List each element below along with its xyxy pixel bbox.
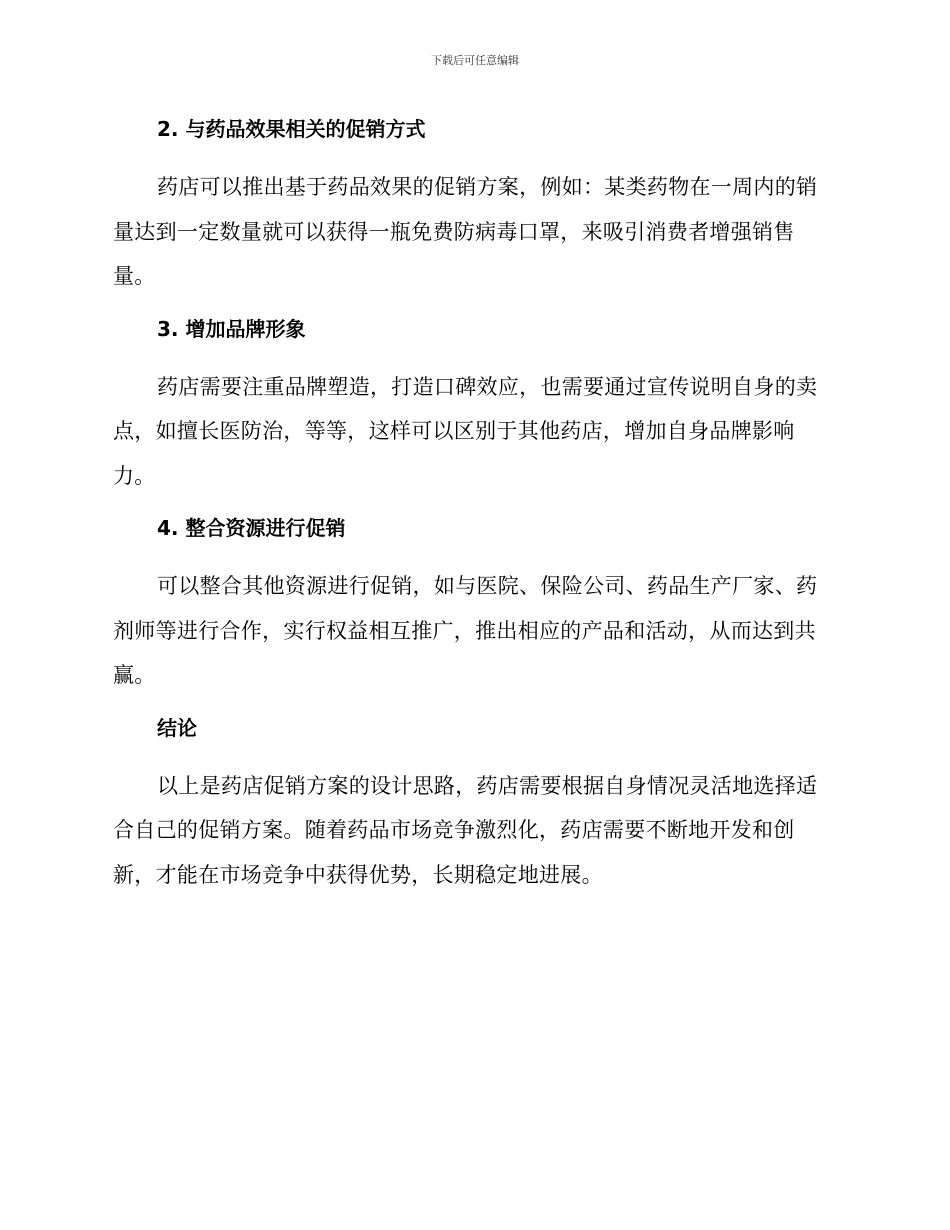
section-heading-conclusion: 结论 [157, 715, 197, 740]
section-heading-resource-integration: 4. 整合资源进行促销 [157, 516, 346, 540]
section-paragraph-brand-image: 药店需要注重品牌塑造，打造口碑效应，也需要通过宣传说明自身的卖点，如擅长医防治，等等，这样可以区别于其他药店，增加自身品牌影响力。 [113, 374, 818, 488]
section-paragraph-promotion-by-effect: 药店可以推出基于药品效果的促销方案，例如：某类药物在一周内的销量达到一定数量就可以获得一瓶免费防病毒口罩，来吸引消费者增强销售量。 [113, 175, 818, 288]
section-heading-promotion-by-effect: 2. 与药品效果相关的促销方式 [157, 117, 426, 141]
header-note: 下载后可任意编辑 [431, 54, 519, 67]
section-paragraph-conclusion: 以上是药店促销方案的设计思路，药店需要根据自身情况灵活地选择适合自己的促销方案。随着药品市场竞争激烈化，药店需要不断地开发和创新，才能在市场竞争中获得优势，长期稳定地进展。 [113, 773, 818, 887]
section-paragraph-resource-integration: 可以整合其他资源进行促销，如与医院、保险公司、药品生产厂家、药剂师等进行合作，实行权益相互推广，推出相应的产品和活动，从而达到共赢。 [113, 574, 818, 687]
document-body [113, 112, 833, 897]
section-heading-brand-image: 3. 增加品牌形象 [157, 316, 306, 341]
